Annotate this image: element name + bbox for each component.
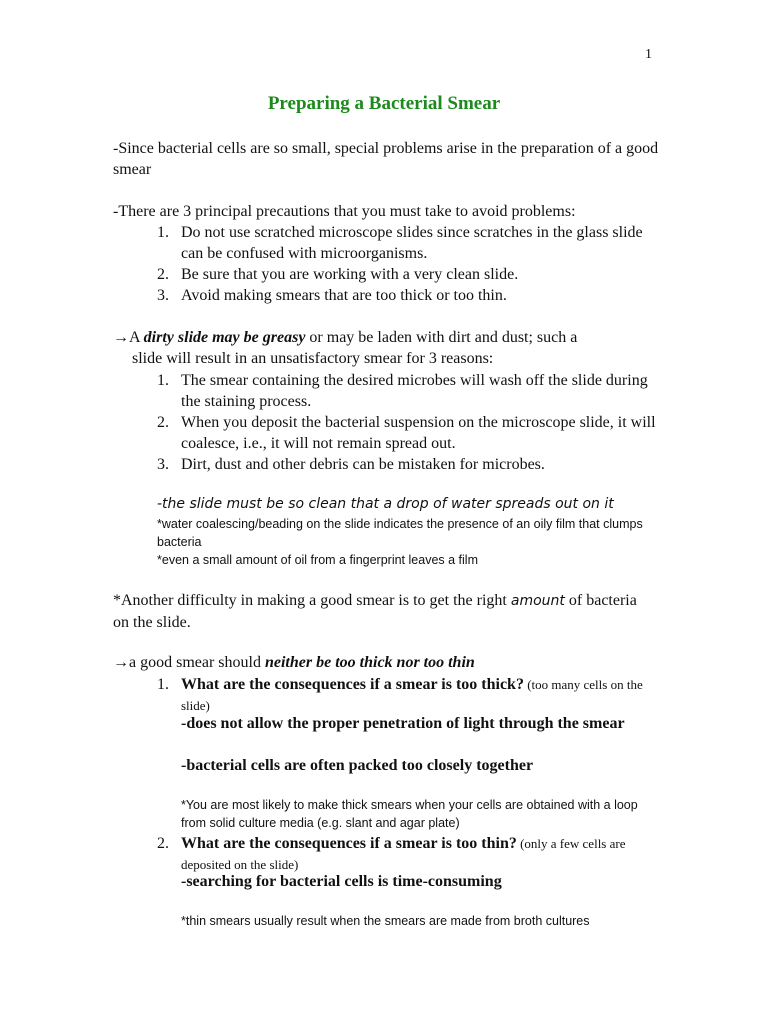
arrow-lead: →A xyxy=(113,329,144,346)
difficulty-pre: *Another difficulty in making a good smear is to get the right xyxy=(113,592,511,609)
good-smear-heading xyxy=(113,652,643,673)
clean-slide-note xyxy=(157,494,677,569)
list-number: 1. xyxy=(157,676,169,693)
consequence-point: -bacterial cells are often packed too closely together xyxy=(181,757,534,774)
list-number: 2. xyxy=(157,835,169,852)
clean-slide-note-1: *water coalescing/beading on the slide indicates the presence of an oily film that clumps bacteria xyxy=(157,517,643,549)
list-number: 2. xyxy=(157,266,169,283)
thick-smear-note: *You are most likely to make thick smears when your cells are obtained with a loop from solid culture media (e.g. slant and agar plate) xyxy=(181,798,638,830)
page-number: 1 xyxy=(645,47,652,62)
reason-item xyxy=(157,412,657,454)
reason-text: When you deposit the bacterial suspension on the microscope slide, it will coalesce, i.e., it will not remain spread out. xyxy=(181,414,656,452)
dirty-slide-continuation: slide will result in an unsatisfactory smear for 3 reasons: xyxy=(132,350,494,367)
precautions-lead: -There are 3 principal precautions that you must take to avoid problems: xyxy=(113,203,576,220)
question-item xyxy=(157,674,657,716)
arrow-lead: →a good smear should xyxy=(113,654,265,671)
question-item xyxy=(157,833,657,875)
difficulty-post: of bacteria on the slide. xyxy=(113,592,637,631)
dirty-slide-emphasis: dirty slide may be greasy xyxy=(143,329,306,346)
list-number: 2. xyxy=(157,414,169,431)
clean-slide-note-2: *even a small amount of oil from a fingerprint leaves a film xyxy=(157,553,478,567)
question-block xyxy=(181,833,657,875)
thin-smear-note: *thin smears usually result when the smears are made from broth cultures xyxy=(181,914,590,928)
dirty-slide-paragraph xyxy=(113,327,643,369)
good-smear-emphasis: neither be too thick nor too thin xyxy=(264,654,475,671)
reason-item xyxy=(157,370,657,412)
clean-slide-main: -the slide must be so clean that a drop of water spreads out on it xyxy=(157,496,614,512)
page-title: Preparing a Bacterial Smear xyxy=(267,93,501,114)
dirty-slide-rest: or may be laden with dirt and dust; such a xyxy=(305,329,578,346)
reason-text: The smear containing the desired microbes will wash off the slide during the staining process. xyxy=(181,372,648,410)
precaution-item xyxy=(157,222,657,264)
question-block xyxy=(181,674,657,716)
question-aside: (only a few cells are deposited on the slide) xyxy=(181,836,626,872)
reason-text: Dirt, dust and other debris can be mistaken for microbes. xyxy=(181,456,545,473)
reason-item xyxy=(157,454,657,475)
question-text: What are the consequences if a smear is too thick? xyxy=(181,676,524,693)
list-number: 3. xyxy=(157,287,169,304)
precaution-text: Do not use scratched microscope slides since scratches in the glass slide can be confused with microorganisms. xyxy=(181,224,643,262)
precaution-text: Be sure that you are working with a very clean slide. xyxy=(181,266,519,283)
precaution-text: Avoid making smears that are too thick or too thin. xyxy=(181,287,507,304)
list-number: 3. xyxy=(157,456,169,473)
question-aside: (too many cells on the slide) xyxy=(181,677,643,713)
list-number: 1. xyxy=(157,372,169,389)
intro-paragraph: -Since bacterial cells are so small, special problems arise in the preparation of a good smear xyxy=(113,140,659,178)
consequence-point: -does not allow the proper penetration of light through the smear xyxy=(181,715,625,732)
list-number: 1. xyxy=(157,224,169,241)
difficulty-paragraph xyxy=(113,590,638,633)
precaution-item xyxy=(157,285,657,306)
precaution-item xyxy=(157,264,657,285)
difficulty-emphasis: amount xyxy=(510,593,565,609)
consequence-point: -searching for bacterial cells is time-consuming xyxy=(181,873,502,890)
question-text: What are the consequences if a smear is too thin? xyxy=(181,835,517,852)
